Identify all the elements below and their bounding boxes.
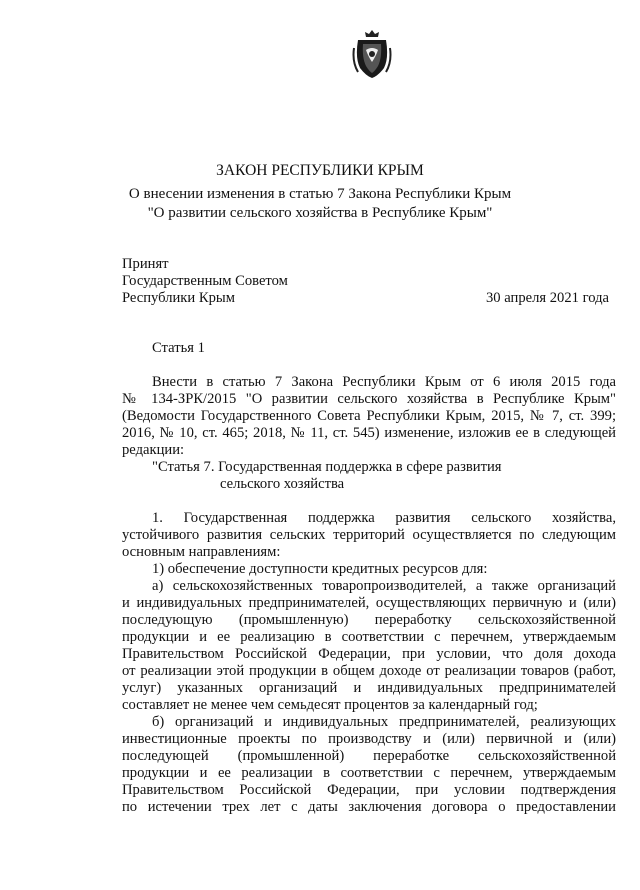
body-text-line: б) организаций и индивидуальных предпринимателей, реализующих [152, 714, 616, 730]
article-heading: Статья 1 [152, 340, 205, 356]
body-text-line: продукции и ее реализацию в соответствии с перечнем, утверждаемым [122, 629, 616, 645]
body-text-line: 1) обеспечение доступности кредитных ресурсов для: [152, 561, 488, 577]
body-text-line: услуг) указанных организаций и индивидуальных предпринимателей [122, 680, 616, 696]
body-text-line: и индивидуальных предпринимателей, осуществляющих первичную и (или) [122, 595, 616, 611]
body-text-line: составляет не менее чем семьдесят процентов за календарный год; [122, 697, 538, 713]
body-text-line: 1. Государственная поддержка развития сельского хозяйства, [152, 510, 616, 526]
adopted-label: Принят [122, 256, 169, 272]
article-text-line: (Ведомости Государственного Совета Республики Крым, 2015, № 7, ст. 399; [122, 408, 616, 424]
crimea-coat-of-arms-icon [352, 28, 392, 80]
body-text-line: Правительством Российской Федерации, при условии, что доля дохода [122, 646, 616, 662]
body-text-line: основным направлениям: [122, 544, 281, 560]
adoption-date: 30 апреля 2021 года [486, 290, 609, 306]
adopted-by-line-2: Республики Крым [122, 290, 235, 306]
body-text-line: от реализации этой продукции в общем доходе от реализации товаров (работ, [122, 663, 616, 679]
article-text-line: редакции: [122, 442, 185, 458]
law-title: ЗАКОН РЕСПУБЛИКИ КРЫМ [216, 162, 424, 179]
body-text-line: Правительством Российской Федерации, при условии подтверждения [122, 782, 616, 798]
body-text-line: последующую (промышленную) переработку сельскохозяйственной [122, 612, 616, 628]
body-text-line: устойчивого развития сельских территорий осуществляется по следующим [122, 527, 616, 543]
body-text-line: инвестиционные проекты по производству и (или) первичной и (или) [122, 731, 616, 747]
quoted-article-heading-line-1: "Статья 7. Государственная поддержка в сфере развития [152, 459, 502, 475]
article-text-line: № 134-ЗРК/2015 "О развитии сельского хозяйства в Республике Крым" [122, 391, 616, 407]
article-text-line: 2016, № 10, ст. 465; 2018, № 11, ст. 545) изменение, изложив ее в следующей [122, 425, 616, 441]
body-text-line: по истечении трех лет с даты заключения договора о предоставлении [122, 799, 616, 815]
article-text-line: Внести в статью 7 Закона Республики Крым от 6 июля 2015 года [152, 374, 616, 390]
body-text-line: последующей (промышленной) переработке сельскохозяйственной [122, 748, 616, 764]
adopted-by-line-1: Государственным Советом [122, 273, 288, 289]
law-subtitle-line-2: "О развитии сельского хозяйства в Республике Крым" [147, 205, 493, 221]
body-text-line: а) сельскохозяйственных товаропроизводителей, а также организаций [152, 578, 616, 594]
body-text-line: продукции и ее реализации в соответствии с перечнем, утверждаемым [122, 765, 616, 781]
quoted-article-heading-line-2: сельского хозяйства [220, 476, 345, 492]
law-subtitle-line-1: О внесении изменения в статью 7 Закона Республики Крым [128, 186, 512, 202]
